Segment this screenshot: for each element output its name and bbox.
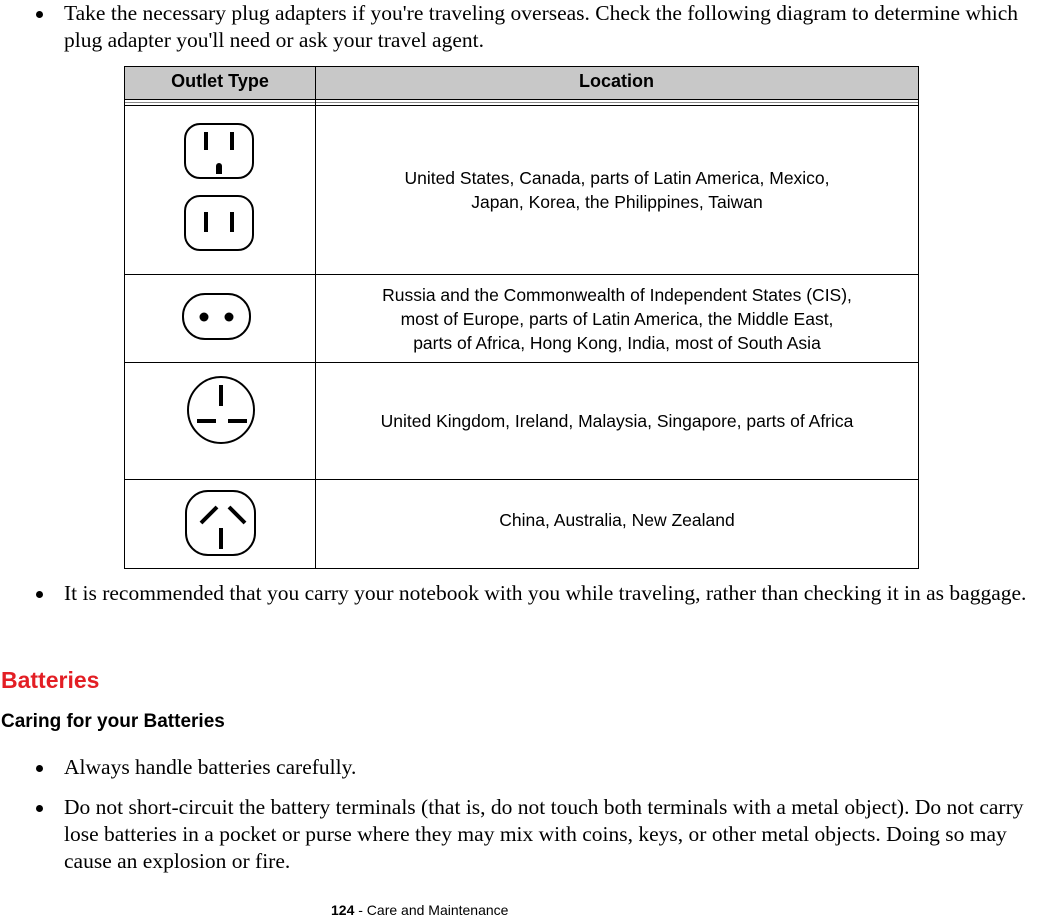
bullet-icon xyxy=(36,591,43,598)
us-outlet-icon xyxy=(125,106,315,274)
list-item xyxy=(36,580,1036,607)
list-item xyxy=(36,754,1036,781)
table-row xyxy=(125,363,918,479)
section-title: Batteries xyxy=(1,667,100,693)
column-header-outlet-type: Outlet Type xyxy=(171,71,269,91)
uk-outlet-icon xyxy=(125,363,315,479)
location-cell: China, Australia, New Zealand xyxy=(499,510,735,530)
europe-outlet-icon xyxy=(125,275,315,362)
outlet-table xyxy=(124,66,919,569)
bullet-icon xyxy=(36,765,43,772)
subsection-title: Caring for your Batteries xyxy=(1,711,225,732)
location-cell: United Kingdom, Ireland, Malaysia, Singapore, parts of Africa xyxy=(380,411,854,431)
bullet-text: Take the necessary plug adapters if you're traveling overseas. Check the following diagram to determine which plug adapter you'll need or ask your travel agent. xyxy=(64,1,1019,52)
location-cell: United States, Canada, parts of Latin America, Mexico, Japan, Korea, the Philippines, Taiwan xyxy=(404,168,830,212)
page-number: 124 xyxy=(331,902,355,918)
list-item xyxy=(36,794,1036,875)
table-header xyxy=(125,67,918,99)
bullet-icon xyxy=(36,805,43,812)
bullet-text: Always handle batteries carefully. xyxy=(64,755,357,779)
australia-outlet-icon xyxy=(125,480,315,568)
bullet-icon xyxy=(36,11,43,18)
page-footer xyxy=(331,902,508,918)
location-cell: Russia and the Commonwealth of Independent States (CIS), most of Europe, parts of Latin America, the Middle East, parts of Africa, Hong Kong, India, most of South Asia xyxy=(382,284,852,353)
column-header-location: Location xyxy=(579,71,654,91)
table-row xyxy=(125,106,918,274)
bullet-text: It is recommended that you carry your notebook with you while traveling, rather than checking it in as baggage. xyxy=(64,581,1027,605)
list-item xyxy=(36,0,1036,54)
table-row xyxy=(125,480,918,568)
bullet-text: Do not short-circuit the battery terminals (that is, do not touch both terminals with a metal object). Do not carry lose batteries in a pocket or purse where they may mix with coins, keys, or other metal objects. Doing so may cause an explosion or fire. xyxy=(64,795,1024,873)
footer-section: - Care and Maintenance xyxy=(354,902,509,918)
table-row xyxy=(125,275,918,362)
